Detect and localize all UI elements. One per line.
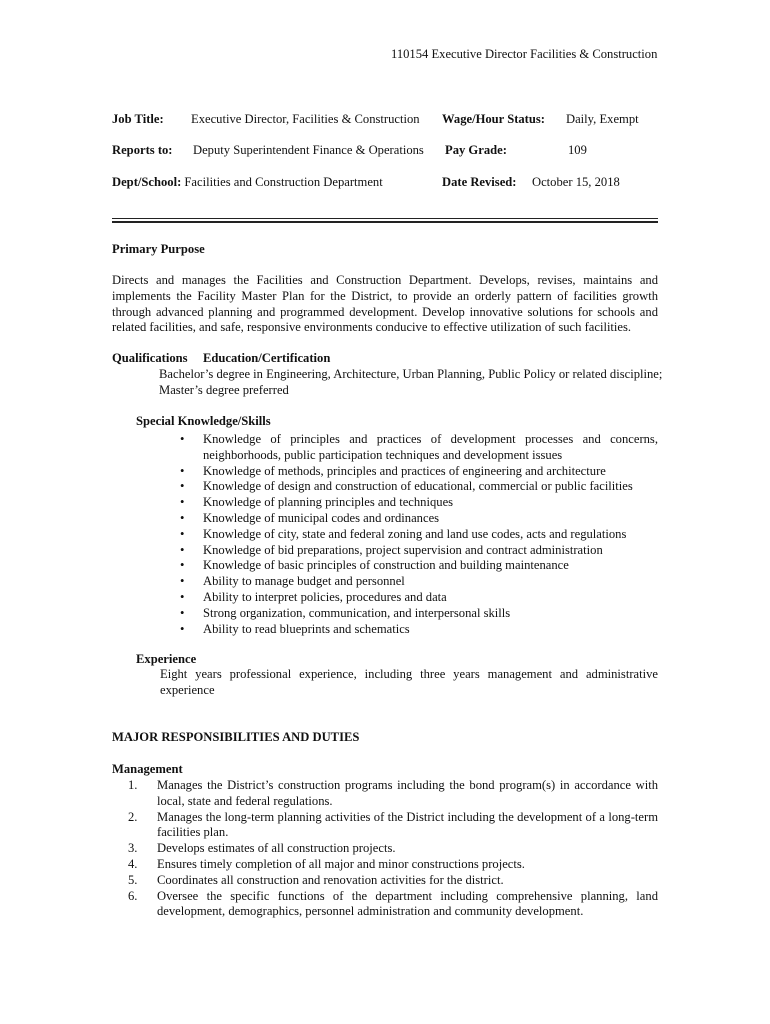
list-item: • Knowledge of methods, principles and practices of engineering and architecture bbox=[180, 463, 606, 478]
date-revised-value: October 15, 2018 bbox=[532, 175, 620, 189]
bullet-icon: • bbox=[180, 621, 185, 636]
bullet-icon: • bbox=[180, 574, 185, 589]
education-line-1: Bachelor’s degree in Engineering, Architecture, Urban Planning, Public Policy or related discipline; bbox=[159, 367, 663, 381]
reports-to-value: Deputy Superintendent Finance & Operations bbox=[193, 143, 424, 157]
experience-text: Eight years professional experience, including three years management and administrative experience bbox=[160, 667, 658, 697]
list-item: • Knowledge of city, state and federal zoning and land use codes, acts and regulations bbox=[180, 526, 627, 541]
skills-heading: Special Knowledge/Skills bbox=[136, 414, 271, 428]
experience-heading: Experience bbox=[136, 652, 197, 666]
divider-thick bbox=[112, 221, 658, 223]
bullet-icon: • bbox=[180, 463, 185, 478]
list-item: • Ability to read blueprints and schematics bbox=[180, 621, 410, 636]
bullet-icon: • bbox=[180, 510, 185, 525]
list-item: • Ability to interpret policies, procedures and data bbox=[180, 589, 447, 604]
bullet-icon: • bbox=[180, 605, 185, 620]
qualifications-heading: Qualifications bbox=[112, 351, 188, 365]
primary-purpose-heading: Primary Purpose bbox=[112, 242, 205, 256]
wage-status-label: Wage/Hour Status: bbox=[442, 112, 545, 126]
date-revised-label: Date Revised: bbox=[442, 175, 517, 189]
job-title-label: Job Title: bbox=[112, 112, 164, 126]
education-line-2: Master’s degree preferred bbox=[159, 383, 289, 397]
list-item: • Knowledge of principles and practices of development processes and concerns, neighborhoods, public participation techniques and development issues bbox=[180, 432, 658, 462]
dept-value: Facilities and Construction Department bbox=[184, 175, 383, 189]
job-title-value: Executive Director, Facilities & Construction bbox=[191, 112, 420, 126]
item-number: 3. bbox=[128, 841, 138, 856]
education-heading: Education/Certification bbox=[203, 351, 331, 365]
list-item: • Knowledge of bid preparations, project supervision and contract administration bbox=[180, 542, 603, 557]
bullet-icon: • bbox=[180, 526, 185, 541]
list-item: 3. Develops estimates of all construction projects. bbox=[128, 841, 396, 856]
list-item: • Ability to manage budget and personnel bbox=[180, 574, 405, 589]
skills-list bbox=[180, 432, 658, 637]
divider-thin bbox=[112, 218, 658, 219]
list-item: • Knowledge of design and construction of educational, commercial or public facilities bbox=[180, 479, 633, 494]
pay-grade-value: 109 bbox=[568, 143, 587, 157]
item-number: 1. bbox=[128, 778, 138, 792]
list-item: 1. Manages the District’s construction programs including the bond program(s) in accordance with local, state and federal regulations. bbox=[128, 778, 658, 808]
document-header-title: 110154 Executive Director Facilities & Construction bbox=[391, 47, 658, 61]
wage-status-value: Daily, Exempt bbox=[566, 112, 639, 126]
bullet-icon: • bbox=[180, 495, 185, 510]
bullet-icon: • bbox=[180, 479, 185, 494]
list-item: • Knowledge of planning principles and techniques bbox=[180, 495, 454, 510]
list-item: 4. Ensures timely completion of all major and minor constructions projects. bbox=[128, 856, 525, 871]
list-item: • Knowledge of basic principles of construction and building maintenance bbox=[180, 558, 569, 573]
major-responsibilities-heading: MAJOR RESPONSIBILITIES AND DUTIES bbox=[112, 730, 360, 744]
item-number: 6. bbox=[128, 888, 138, 903]
bullet-icon: • bbox=[180, 432, 185, 446]
management-duties-list bbox=[128, 778, 658, 920]
dept-row bbox=[112, 175, 383, 190]
management-heading: Management bbox=[112, 762, 183, 776]
pay-grade-label: Pay Grade: bbox=[445, 143, 507, 157]
item-number: 4. bbox=[128, 856, 138, 871]
bullet-icon: • bbox=[180, 542, 185, 557]
item-number: 2. bbox=[128, 809, 138, 824]
list-item: 2. Manages the long-term planning activities of the District including the development of a long-term facilities plan. bbox=[128, 809, 658, 840]
list-item: • Knowledge of municipal codes and ordinances bbox=[180, 510, 440, 525]
reports-to-label: Reports to: bbox=[112, 143, 173, 157]
list-item: 6. Oversee the specific functions of the department including comprehensive planning, land development, demographics, personnel administration and community development. bbox=[128, 888, 658, 919]
bullet-icon: • bbox=[180, 558, 185, 573]
list-item: 5. Coordinates all construction and renovation activities for the district. bbox=[128, 872, 504, 887]
item-number: 5. bbox=[128, 872, 138, 887]
list-item: • Strong organization, communication, and interpersonal skills bbox=[180, 605, 511, 620]
dept-label: Dept/School: bbox=[112, 175, 182, 189]
bullet-icon: • bbox=[180, 589, 185, 604]
primary-purpose-text: Directs and manages the Facilities and Construction Department. Develops, revises, maintains and implements the Facility Master Plan for the District, to provide an orderly pattern of facilities growth through advanced planning and programmed development. Develop innovative solutions for schools and related facilities, and safe, responsive environments conducive to effective utilization of such facilities. bbox=[112, 273, 658, 335]
